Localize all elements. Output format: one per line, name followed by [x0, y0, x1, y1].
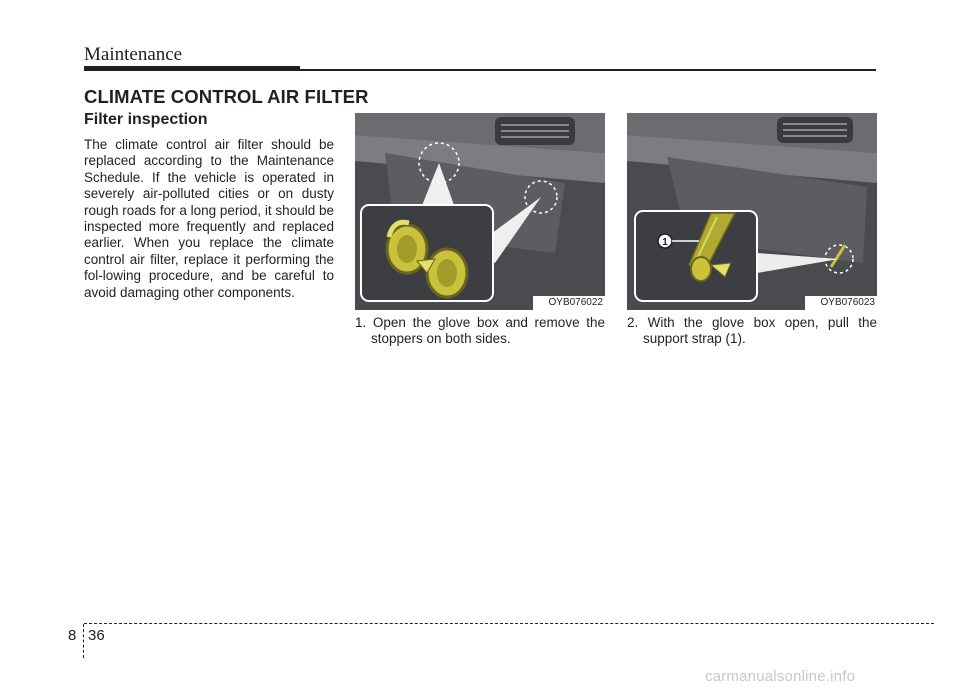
page-header-title: Maintenance [84, 44, 183, 65]
figure-illustration-strap [627, 113, 877, 310]
footer-rule [84, 623, 934, 624]
section-title: CLIMATE CONTROL AIR FILTER [84, 86, 369, 107]
figure-glove-box-stoppers [355, 113, 605, 310]
subsection-title: Filter inspection [84, 111, 208, 128]
body-paragraph: The climate control air filter should be replaced according to the Maintenance Schedule. If the vehicle is operated in severely air-polluted cities or on dusty rough roads for a long period, it should be inspected more frequently and replaced earlier. When you replace the climate control air filter, replace it performing the fol-lowing procedure, and be careful to avoid damaging other components. [84, 137, 334, 300]
figure-code: OYB076023 [805, 296, 877, 310]
header-rule-thin [300, 69, 876, 71]
header-rule-thick [84, 66, 300, 71]
step-1-text: 1. Open the glove box and remove the stoppers on both sides. [355, 315, 605, 347]
figure-illustration-stoppers [355, 113, 605, 310]
callout-number: 1 [662, 237, 668, 248]
figure-code: OYB076022 [533, 296, 605, 310]
step-2-text: 2. With the glove box open, pull the support strap (1). [627, 315, 877, 347]
footer-chapter-number: 8 [68, 627, 77, 644]
figure-support-strap [627, 113, 877, 310]
footer-divider [83, 624, 84, 658]
footer-page-number: 36 [88, 627, 105, 644]
watermark-text: carmanualsonline.info [705, 668, 856, 685]
